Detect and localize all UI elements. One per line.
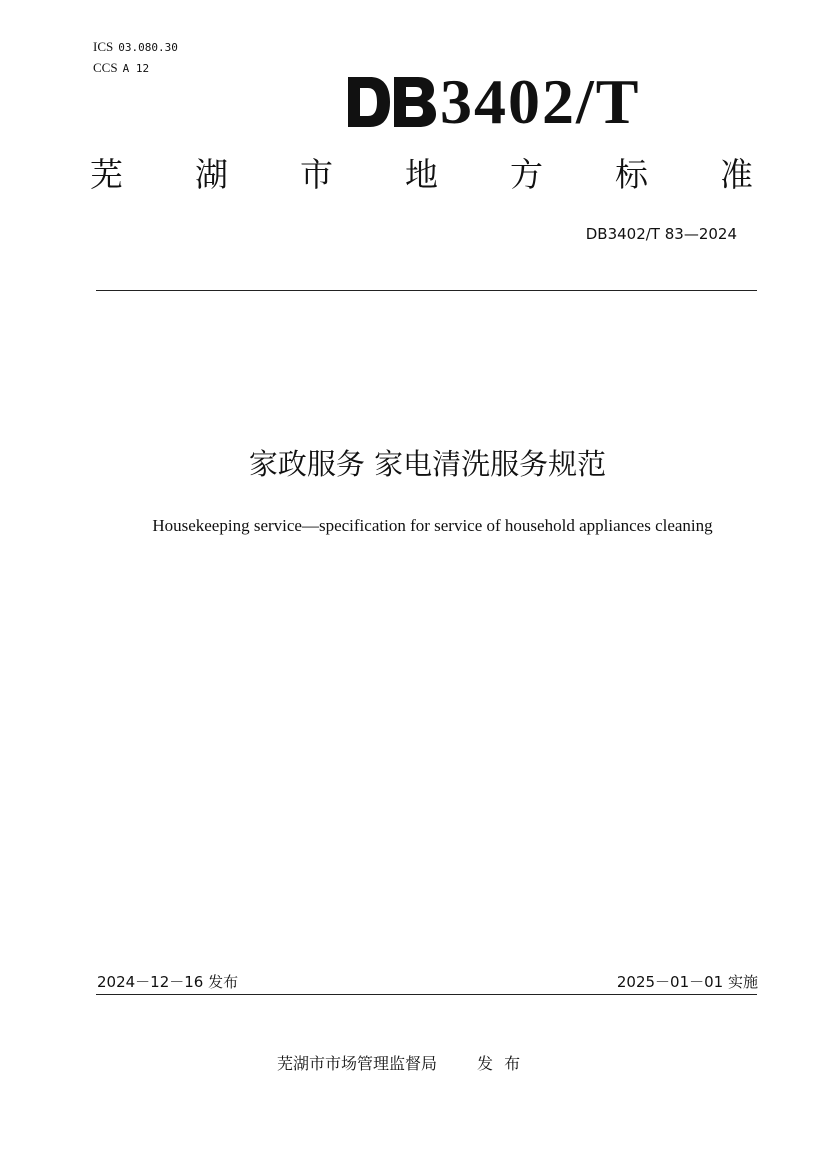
issuer-action: 发 布 <box>477 1054 521 1073</box>
db-logo-icon <box>346 75 438 129</box>
ics-classification <box>93 40 178 55</box>
standard-code: 3402/T <box>440 66 641 137</box>
issuer-name: 芜湖市市场管理监督局 <box>277 1054 438 1073</box>
publish-date: 2024－12－16 发布 <box>97 973 239 991</box>
category-char: 湖 <box>195 155 228 194</box>
category-char: 市 <box>300 155 333 194</box>
category-char: 准 <box>720 155 753 194</box>
ccs-code: A 12 <box>122 62 150 75</box>
category-char: 地 <box>405 155 438 194</box>
ics-label: ICS <box>93 39 114 54</box>
issuer-block <box>277 1053 520 1075</box>
header-divider <box>96 290 757 291</box>
ccs-label: CCS <box>93 60 118 75</box>
footer-divider <box>96 994 757 995</box>
category-char: 芜 <box>90 155 123 194</box>
standard-mark <box>346 66 641 137</box>
ccs-classification <box>93 61 149 76</box>
standard-number: DB3402/T 83—2024 <box>585 225 737 243</box>
effective-date: 2025－01－01 实施 <box>616 973 758 991</box>
standard-category <box>90 153 753 197</box>
category-char: 标 <box>615 155 648 194</box>
category-char: 方 <box>510 155 543 194</box>
document-title-zh: 家政服务 家电清洗服务规范 <box>248 447 607 481</box>
document-title-en: Housekeeping service—specification for service of household appliances cleaning <box>152 516 713 535</box>
ics-code: 03.080.30 <box>118 41 178 54</box>
